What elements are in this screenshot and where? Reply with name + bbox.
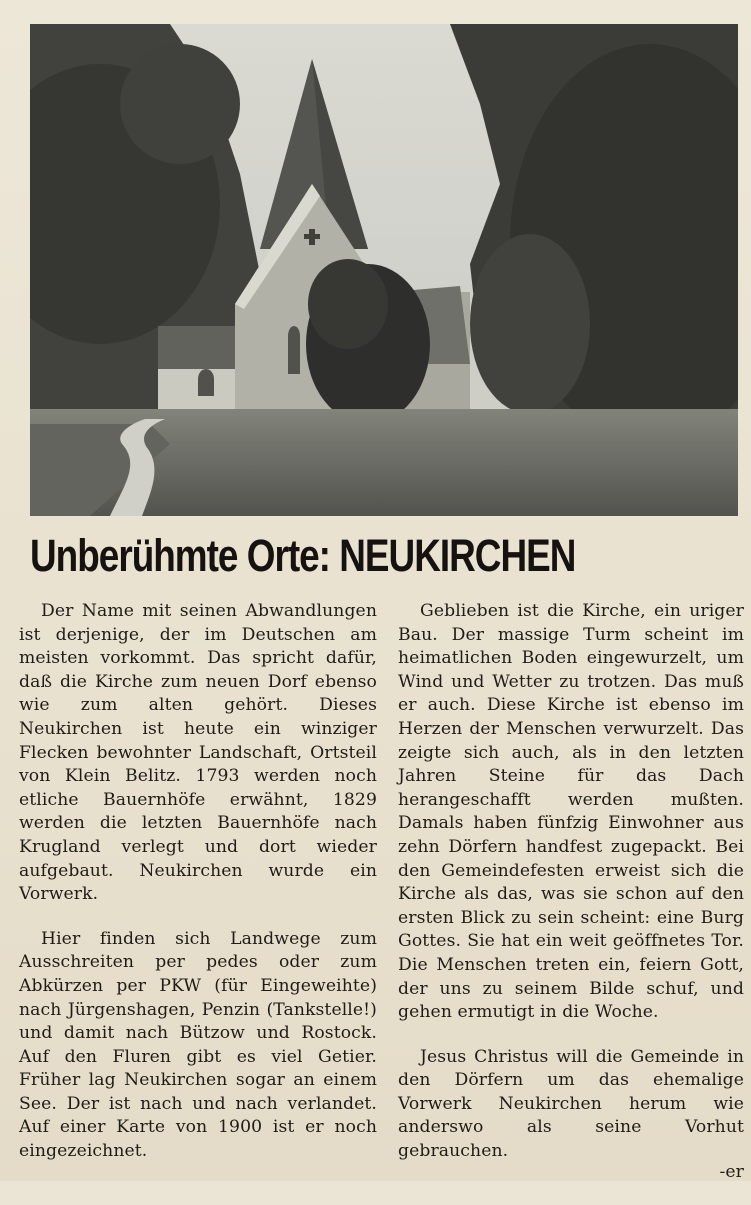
article-headline: Unberühmte Orte: NEUKIRCHEN bbox=[30, 530, 576, 581]
paragraph: Jesus Christus will die Gemeinde in den Dörfern um das ehemalige Vorwerk Neukirchen herum wie anderswo als seine Vorhut gebrauchen. bbox=[398, 1046, 744, 1162]
article-column-right bbox=[398, 600, 744, 1205]
paragraph: Geblieben ist die Kirche, ein uriger Bau. Der massige Turm scheint im heimatlichen Boden eingewurzelt, um Wind und Wetter zu trotzen. Das muß er auch. Diese Kirche ist ebenso im Herzen der Menschen verwurzelt. Das zeigte sich auch, als in den letzten Jahren Steine für das Dach herangeschafft werden mußten. Damals haben fünfzig Einwohner aus zehn Dörfern handfest zugepackt. Bei den Gemeindefesten erweist sich die Kirche als das, was sie schon auf den ersten Blick zu sein scheint: eine Burg Gottes. Sie hat ein weit geöffnetes Tor. Die Menschen treten ein, feiern Gott, der uns zu seinem Bilde schuf, und gehen ermutigt in die Woche. bbox=[398, 601, 744, 1023]
paragraph: Der Name mit seinen Abwandlungen ist derjenige, der im Deutschen am meisten vorkommt. Das spricht dafür, daß die Kirche zum neuen Dorf ebenso wie zum alten gehört. Dieses Neukirchen ist heute ein winziger Flecken bewohnter Landschaft, Ortsteil von Klein Belitz. 1793 werden noch etliche Bauernhöfe erwähnt, 1829 werden die letzten Bauernhöfe nach Krugland verlegt und dort wieder aufgebaut. Neukirchen wurde ein Vorwerk. bbox=[19, 601, 377, 905]
paragraph: Hier finden sich Landwege zum Ausschreiten per pedes oder zum Abkürzen per PKW (für Eingeweihte) nach Jürgenshagen, Penzin (Tankstelle!) und damit nach Bützow und Rostock. Auf den Fluren gibt es viel Getier. Früher lag Neukirchen sogar an einem See. Der ist nach und nach verlandet. Auf einer Karte von 1900 ist er noch eingezeichnet. bbox=[19, 928, 377, 1162]
article-column-left bbox=[19, 600, 377, 1185]
author-signature: -er bbox=[719, 1161, 744, 1182]
church-photo bbox=[30, 24, 738, 516]
